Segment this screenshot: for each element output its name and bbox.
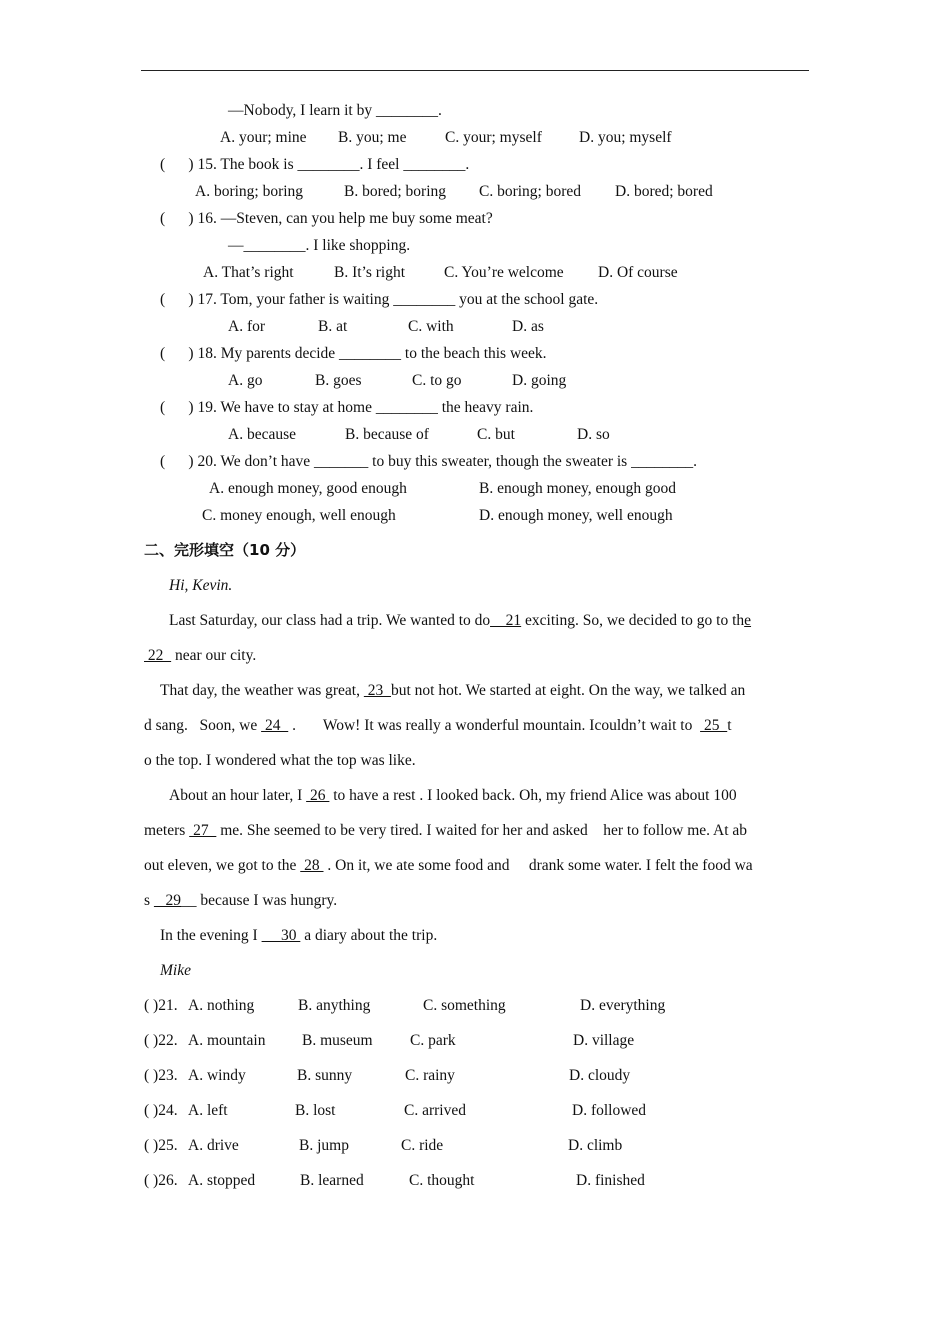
cloze-23-number: ( )23.	[144, 1067, 178, 1084]
q20-option-c: C. money enough, well enough	[202, 507, 396, 524]
cloze-24-number: ( )24.	[144, 1102, 178, 1119]
cloze-25-option-d: D. climb	[568, 1137, 623, 1154]
cloze-22-option-c: C. park	[410, 1032, 456, 1049]
q18-option-a: A. go	[228, 372, 263, 389]
letter-signature: Mike	[160, 962, 191, 979]
q16-stem: ( ) 16. —Steven, can you help me buy some meat?	[160, 210, 493, 227]
cloze-26-option-d: D. finished	[576, 1172, 645, 1189]
q17-option-b: B. at	[318, 318, 348, 335]
cloze-21-option-d: D. everything	[580, 997, 666, 1014]
cloze-24-option-a: A. left	[188, 1102, 228, 1119]
passage-line-6: About an hour later, I 26 to have a rest . I looked back. Oh, my friend Alice was about 100	[169, 787, 737, 804]
blank-25: 25	[700, 717, 728, 734]
q19-stem: ( ) 19. We have to stay at home ________ the heavy rain.	[160, 399, 534, 416]
q20-option-a: A. enough money, good enough	[209, 480, 407, 497]
cloze-22-number: ( )22.	[144, 1032, 178, 1049]
passage-line-2: 22 near our city.	[144, 647, 257, 664]
letter-greeting: Hi, Kevin.	[169, 577, 233, 594]
blank-21: __21	[490, 612, 522, 629]
q20-option-b: B. enough money, enough good	[479, 480, 677, 497]
q17-option-a: A. for	[228, 318, 266, 335]
q14-option-d: D. you; myself	[579, 129, 672, 146]
cloze-22-option-a: A. mountain	[188, 1032, 266, 1049]
q19-option-a: A. because	[228, 426, 296, 443]
cloze-22-option-b: B. museum	[302, 1032, 373, 1049]
blank-29: _29	[153, 892, 182, 909]
section-heading: 二、完形填空（10 分）	[144, 541, 306, 559]
cloze-23-option-d: D. cloudy	[569, 1067, 631, 1084]
cloze-21-option-c: C. something	[423, 997, 506, 1014]
passage-line-3: That day, the weather was great, 23 but not hot. We started at eight. On the way, we talked an	[160, 682, 746, 699]
cloze-25-number: ( )25.	[144, 1137, 178, 1154]
cloze-21-option-b: B. anything	[298, 997, 371, 1014]
q20-stem: ( ) 20. We don’t have _______ to buy this sweater, though the sweater is ________.	[160, 453, 697, 470]
cloze-24-option-c: C. arrived	[404, 1102, 466, 1119]
blank-27: 27	[189, 822, 217, 839]
q18-option-d: D. going	[512, 372, 567, 389]
q15-option-d: D. bored; bored	[615, 183, 713, 200]
passage-line-8: out eleven, we got to the 28 . On it, we ate some food and drank some water. I felt the food wa	[144, 857, 753, 874]
passage-line-5: o the top. I wondered what the top was like.	[144, 752, 416, 769]
cloze-25-option-c: C. ride	[401, 1137, 444, 1154]
header-rule	[141, 70, 809, 71]
blank-28: 28	[300, 857, 324, 874]
q16-option-a: A. That’s right	[203, 264, 294, 281]
q16-option-c: C. You’re welcome	[444, 264, 564, 281]
q14-answer-line: —Nobody, I learn it by ________.	[228, 102, 442, 119]
q17-option-d: D. as	[512, 318, 544, 335]
cloze-21-option-a: A. nothing	[188, 997, 255, 1014]
q18-option-c: C. to go	[412, 372, 462, 389]
q16-answer-line: —________. I like shopping.	[228, 237, 411, 254]
q20-option-d: D. enough money, well enough	[479, 507, 673, 524]
passage-line-9: s _29__ because I was hungry.	[144, 892, 338, 909]
q16-option-b: B. It’s right	[334, 264, 406, 281]
cloze-25-option-a: A. drive	[188, 1137, 239, 1154]
cloze-26-option-a: A. stopped	[188, 1172, 256, 1189]
blank-22: 22	[144, 647, 172, 664]
q17-stem: ( ) 17. Tom, your father is waiting ________ you at the school gate.	[160, 291, 599, 308]
passage-line-7: meters 27 me. She seemed to be very tired. I waited for her and asked her to follow me. At ab	[144, 822, 748, 839]
q14-option-b: B. you; me	[338, 129, 407, 146]
passage-line-1: Last Saturday, our class had a trip. We wanted to do__21 exciting. So, we decided to go to the	[169, 612, 752, 629]
blank-24: 24	[261, 717, 289, 734]
passage-line-4: d sang. Soon, we 24 . Wow! It was really a wonderful mountain. Icouldn’t wait to 25 t	[144, 717, 732, 734]
cloze-24-option-d: D. followed	[572, 1102, 647, 1119]
q14-option-a: A. your; mine	[220, 129, 307, 146]
blank-30: __30	[261, 927, 301, 944]
cloze-25-option-b: B. jump	[299, 1137, 349, 1154]
cloze-26-option-c: C. thought	[409, 1172, 475, 1189]
cloze-24-option-b: B. lost	[295, 1102, 336, 1119]
blank-26: 26	[306, 787, 330, 804]
q15-option-c: C. boring; bored	[479, 183, 582, 200]
q15-option-b: B. bored; boring	[344, 183, 447, 200]
q18-option-b: B. goes	[315, 372, 362, 389]
passage-line-10: In the evening I __30 a diary about the trip.	[160, 927, 438, 944]
q19-option-b: B. because of	[345, 426, 429, 443]
q15-option-a: A. boring; boring	[195, 183, 304, 200]
cloze-21-number: ( )21.	[144, 997, 178, 1014]
cloze-22-option-d: D. village	[573, 1032, 635, 1049]
q17-option-c: C. with	[408, 318, 454, 335]
cloze-26-option-b: B. learned	[300, 1172, 364, 1189]
q15-stem: ( ) 15. The book is ________. I feel ________.	[160, 156, 470, 173]
q19-option-c: C. but	[477, 426, 515, 443]
cloze-23-option-b: B. sunny	[297, 1067, 353, 1084]
q19-option-d: D. so	[577, 426, 610, 443]
q16-option-d: D. Of course	[598, 264, 678, 281]
q18-stem: ( ) 18. My parents decide ________ to the beach this week.	[160, 345, 547, 362]
blank-23: 23	[363, 682, 391, 699]
q14-option-c: C. your; myself	[445, 129, 542, 146]
cloze-23-option-c: C. rainy	[405, 1067, 455, 1084]
cloze-23-option-a: A. windy	[188, 1067, 246, 1084]
cloze-26-number: ( )26.	[144, 1172, 178, 1189]
